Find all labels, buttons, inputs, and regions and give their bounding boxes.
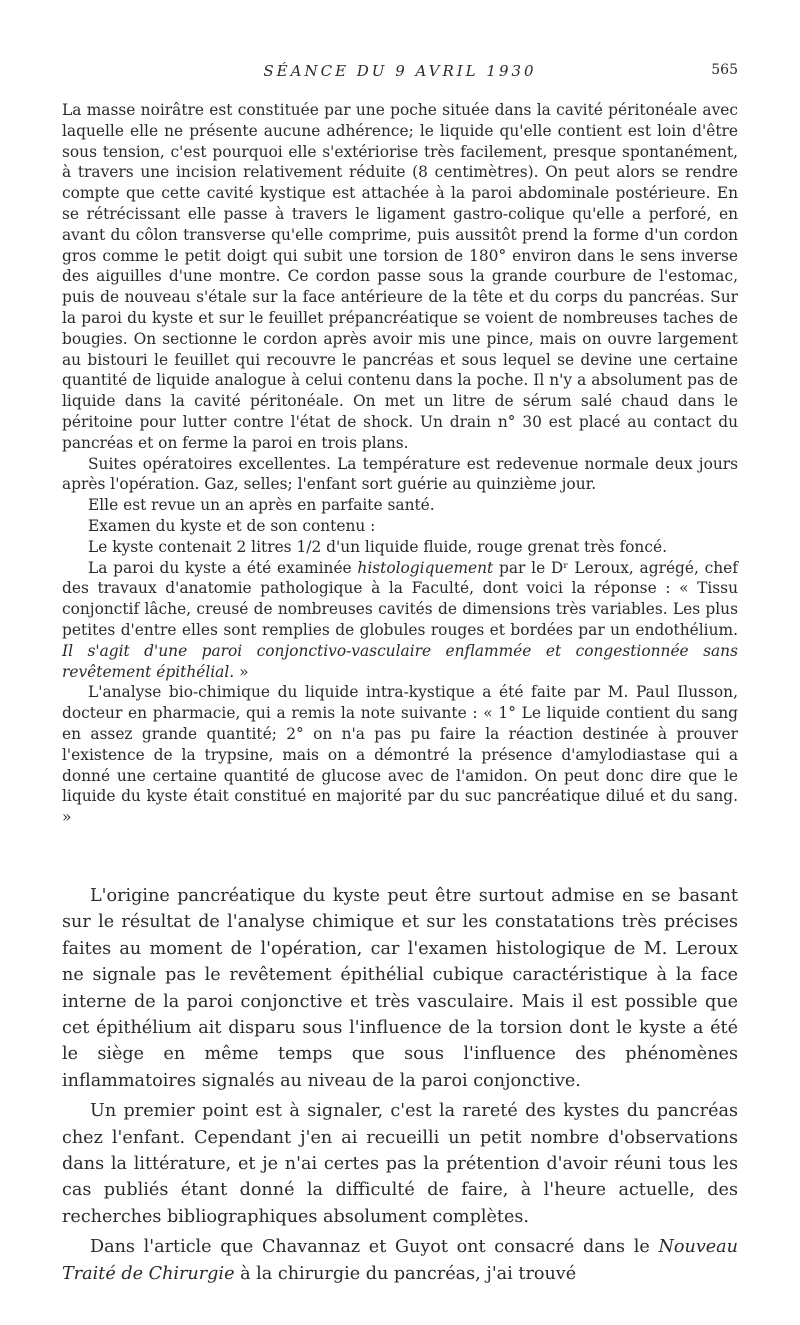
paragraph-followup: Elle est revue un an après en parfaite santé. [88,496,435,515]
paragraph-biochemistry: L'analyse bio-chimique du liquide intra-kystique a été faite par M. Paul Ilusson, docteur en pharmacie, qui a remis la note suivante : « 1° Le liquide contient du sang en assez grande quantité; 2° on n'a pas pu faire la réaction destinée à prouver l'existence de la trypsine, mais on a démontré la présence d'amylodiastase qui a donné une certaine quantité de glucose avec de l'amidon. On peut donc dire que le liquide du kyste était constitué en majorité par du suc pancréatique dilué et du sang. » [62,683,738,827]
page-number: 565 [711,62,738,78]
page-header [62,62,738,86]
paragraph-cyst-content: Le kyste contenait 2 litres 1/2 d'un liquide fluide, rouge grenat très foncé. [88,537,667,556]
paragraph-rarity: Un premier point est à signaler, c'est la rareté des kystes du pancréas chez l'enfant. Cependant j'en ai recueilli un petit nombre d'observations dans la littérature, et je n'ai certes pas la prétention d'avoir réuni tous les cas publiés étant donné la difficulté de faire, à l'heure actuelle, des recherches bibliographiques absolument complètes. [62,1101,738,1227]
paragraph-histology [62,558,738,683]
literature-text-b: à la chirurgie du pancréas, j'ai trouvé [234,1263,577,1284]
paragraph-postoperative: Suites opératoires excellentes. La température est redevenue normale deux jours après l'opération. Gaz, selles; l'enfant sort guérie au quinzième jour. [62,454,738,494]
case-report-section [62,100,738,828]
literature-title: Nouveau Traité de Chirurgie [62,1237,738,1284]
paragraph-exam-heading: Examen du kyste et de son contenu : [88,516,376,535]
histology-italic: histologiquement [357,558,494,577]
paragraph-operation: La masse noirâtre est constituée par une poche située dans la cavité péritonéale avec laquelle elle ne présente aucune adhérence; le liquide qu'elle contient est loin d'être sous tension, c'est pourquoi elle s'extériorise très facilement, presque spontanément, à travers une incision relativement réduite (8 centimètres). On peut alors se rendre compte que cette cavité kystique est attachée à la paroi abdominale postérieure. En se rétrécissant elle passe à travers le ligament gastro-colique qu'elle a perforé, en avant du côlon transverse qu'elle comprime, puis aussitôt prend la forme d'un cordon gros comme le petit doigt qui subit une torsion de 180° environ dans le sens inverse des aiguilles d'une montre. Ce cordon passe sous la grande courbure de l'estomac, puis de nouveau s'étale sur la face antérieure de la tête et du corps du pancréas. Sur la paroi du kyste et sur le feuillet prépancréatique se voient de nombreuses taches de bougies. On sectionne le cordon après avoir mis une pince, mais on ouvre largement au bistouri le feuillet qui recouvre le pancréas et sous lequel se devine une certaine quantité de liquide analogue à celui contenu dans la poche. Il n'y a absolument pas de liquide dans la cavité péritonéale. On met un litre de sérum salé chaud dans le péritoine pour lutter contre l'état de shock. Un drain n° 30 est placé au contact du pancréas et on ferme la paroi en trois plans. [62,101,738,452]
histology-text-a: La paroi du kyste a été examinée [88,558,358,577]
discussion-section [62,883,738,1287]
paragraph-origin: L'origine pancréatique du kyste peut être surtout admise en se basant sur le résultat de l'analyse chimique et sur les constatations très précises faites au moment de l'opération, car l'examen histologique de M. Leroux ne signale pas le revêtement épithélial cubique caractéristique à la face interne de la paroi conjonctive et très vasculaire. Mais il est possible que cet épithélium ait disparu sous l'influence de la torsion dont le kyste a été le siège en même temps que sous l'influence des phénomènes inflammatoires signalés au niveau de la paroi conjonctive. [62,886,738,1091]
literature-text-a: Dans l'article que Chavannaz et Guyot ont consacré dans le [90,1237,659,1258]
histology-conclusion: Il s'agit d'une paroi conjonctivo-vasculaire enflammée et congestionnée sans revêtement épithélial. [62,641,738,681]
histology-text-c: » [234,662,249,681]
histology-text-b: par le Dʳ Leroux, agrégé, chef des travaux d'anatomie pathologique à la Faculté, dont voici la réponse : « Tissu conjonctif lâche, creusé de nombreuses cavités de dimensions très variables. Les plus petites d'entre elles sont remplies de globules rouges et bordées par un endothélium. [62,558,738,639]
running-head: SÉANCE DU 9 AVRIL 1930 [263,62,537,80]
paragraph-literature [62,1234,738,1287]
